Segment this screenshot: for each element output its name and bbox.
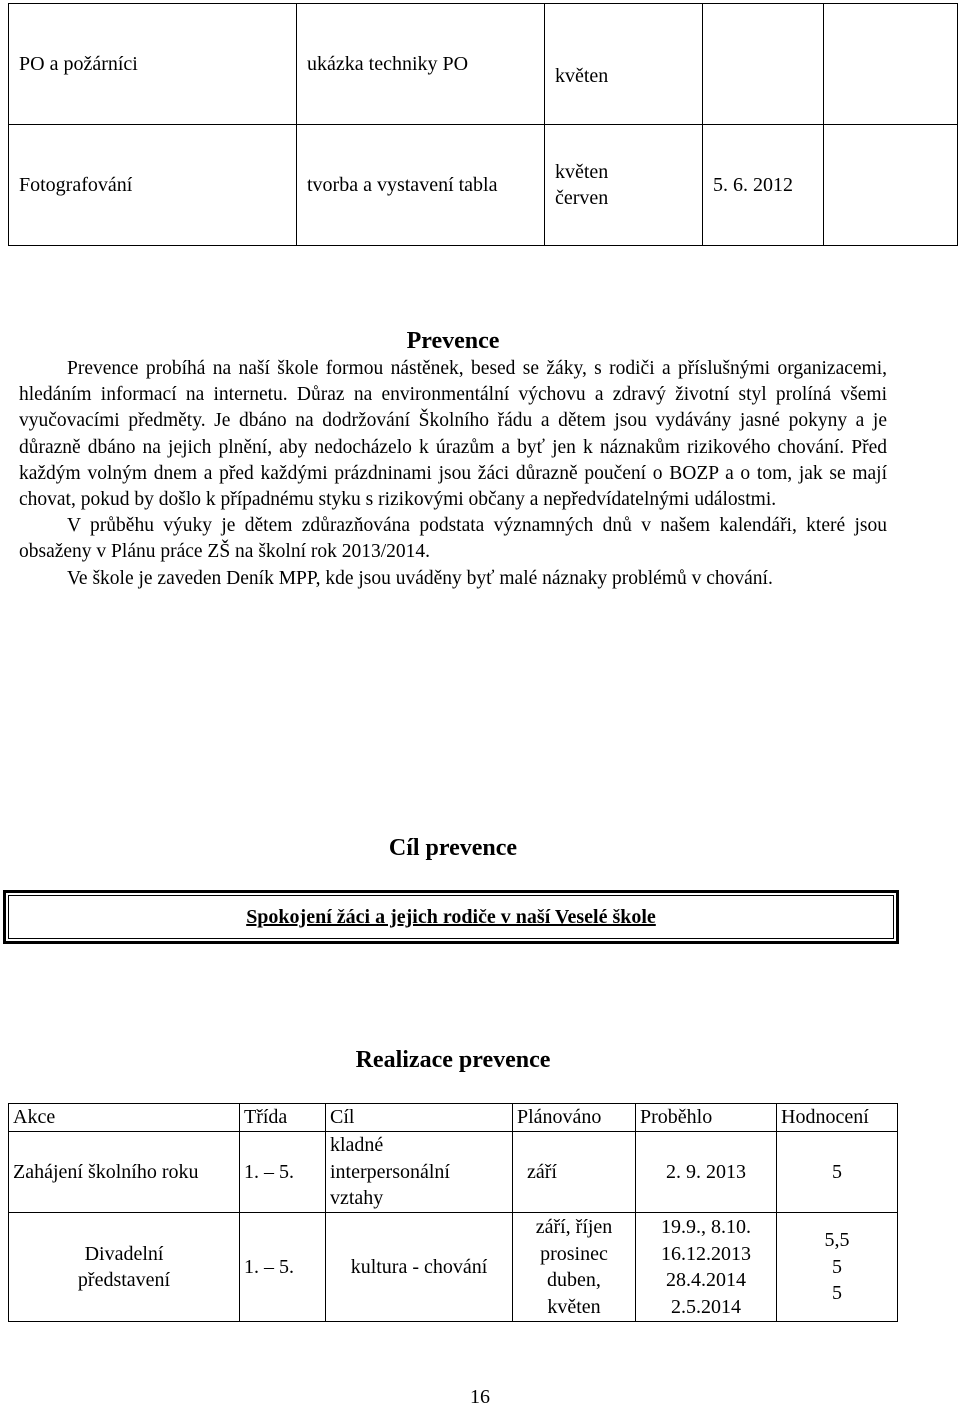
prevence-text bbox=[19, 356, 887, 592]
paragraph: Prevence probíhá na naší škole formou nástěnek, besed se žáky, s rodiči a příslušnými organizacemi, hledáním informací na internetu. Důraz na environmentální výchovu a zdravý životní styl prolíná všemi vyučovacími předměty. Je dbáno na dodržování Školního řádu a dětem jsou vydávány jasné pokyny a je důrazně dbáno na jejich plnění, aby nedocházelo k úrazům a byť jen k náznakům rizikového chování. Před každým volným dnem a před každými prázdninami jsou žáci důrazně poučení o BOZP a o tom, jak se mají chovat, pokud by došlo k případnému styku s rizikovými občany a nepředvídatelnými událostmi. bbox=[19, 358, 887, 511]
cell-line: Divadelní bbox=[84, 1242, 164, 1265]
table-cell bbox=[824, 4, 958, 125]
cil-heading: Cíl prevence bbox=[388, 835, 518, 861]
cell-line: září, říjen bbox=[535, 1216, 613, 1238]
cell-line: interpersonální bbox=[330, 1160, 450, 1183]
cell-line: vztahy bbox=[330, 1187, 384, 1210]
table-cell bbox=[703, 4, 824, 125]
cell-line: představení bbox=[77, 1269, 171, 1291]
table-header-row bbox=[9, 1104, 898, 1132]
header-akce: Akce bbox=[9, 1104, 240, 1132]
table-cell: Fotografování bbox=[9, 125, 297, 246]
cell-cil: kultura - chování bbox=[326, 1213, 513, 1322]
cell-akce bbox=[9, 1213, 240, 1322]
header-planovano: Plánováno bbox=[513, 1104, 636, 1132]
cell-line: 19.9., 8.10. bbox=[661, 1216, 751, 1238]
cell-line: 5 bbox=[832, 1282, 842, 1305]
cell-akce: Zahájení školního roku bbox=[9, 1132, 240, 1213]
activities-table bbox=[8, 3, 958, 246]
table-cell: tvorba a vystavení tabla bbox=[297, 125, 545, 246]
goal-text: Spokojení žáci a jejich rodiče v naší Veselé škole bbox=[8, 895, 894, 939]
cell-akce-text bbox=[78, 1241, 170, 1294]
table-row bbox=[9, 1132, 898, 1213]
cell-probehlo: 2. 9. 2013 bbox=[636, 1132, 777, 1213]
cell-planovano bbox=[513, 1213, 636, 1322]
table-cell: PO a požárníci bbox=[9, 4, 297, 125]
paragraph: Ve škole je zaveden Deník MPP, kde jsou uváděny byť malé náznaky problémů v chování. bbox=[67, 567, 773, 589]
cell-line: 28.4.2014 bbox=[666, 1269, 746, 1291]
cell-line: 16.12.2013 bbox=[661, 1242, 751, 1265]
cell-trida: 1. – 5. bbox=[240, 1132, 326, 1213]
cell-line: kladné bbox=[330, 1134, 384, 1157]
cell-line: květen bbox=[547, 1295, 601, 1318]
header-probehlo: Proběhlo bbox=[636, 1104, 777, 1132]
cell-line: květen bbox=[555, 161, 609, 183]
cell-hodnoceni: 5 bbox=[777, 1132, 898, 1213]
table-cell: ukázka techniky PO bbox=[297, 4, 545, 125]
cell-line: červen bbox=[555, 187, 609, 209]
realizace-table bbox=[8, 1103, 898, 1322]
table-cell bbox=[545, 125, 703, 246]
header-hodnoceni: Hodnocení bbox=[777, 1104, 898, 1132]
table-cell bbox=[824, 125, 958, 246]
paragraph: V průběhu výuky je dětem zdůrazňována podstata významných dnů v našem kalendáři, které jsou obsaženy v Plánu práce ZŠ na školní rok 2013/2014. bbox=[19, 515, 887, 563]
cell-probehlo bbox=[636, 1213, 777, 1322]
table-row bbox=[9, 125, 958, 246]
cell-text: květen bbox=[555, 65, 609, 87]
cell-planovano: září bbox=[513, 1132, 636, 1213]
page-number: 16 bbox=[470, 1386, 490, 1408]
cell-line: duben, bbox=[547, 1269, 601, 1291]
cell-line: 2.5.2014 bbox=[671, 1295, 741, 1318]
table-cell: 5. 6. 2012 bbox=[703, 125, 824, 246]
header-trida: Třída bbox=[240, 1104, 326, 1132]
goal-box bbox=[3, 890, 899, 944]
prevence-heading: Prevence bbox=[406, 328, 500, 354]
header-cil: Cíl bbox=[326, 1104, 513, 1132]
cell-cil bbox=[326, 1132, 513, 1213]
realizace-heading: Realizace prevence bbox=[355, 1047, 551, 1073]
table-row bbox=[9, 4, 958, 125]
cell-line: prosinec bbox=[540, 1242, 608, 1265]
table-row bbox=[9, 1213, 898, 1322]
cell-line: 5 bbox=[832, 1255, 842, 1278]
table-cell bbox=[545, 4, 703, 125]
cell-trida: 1. – 5. bbox=[240, 1213, 326, 1322]
cell-line: 5,5 bbox=[824, 1229, 850, 1252]
cell-hodnoceni bbox=[777, 1213, 898, 1322]
